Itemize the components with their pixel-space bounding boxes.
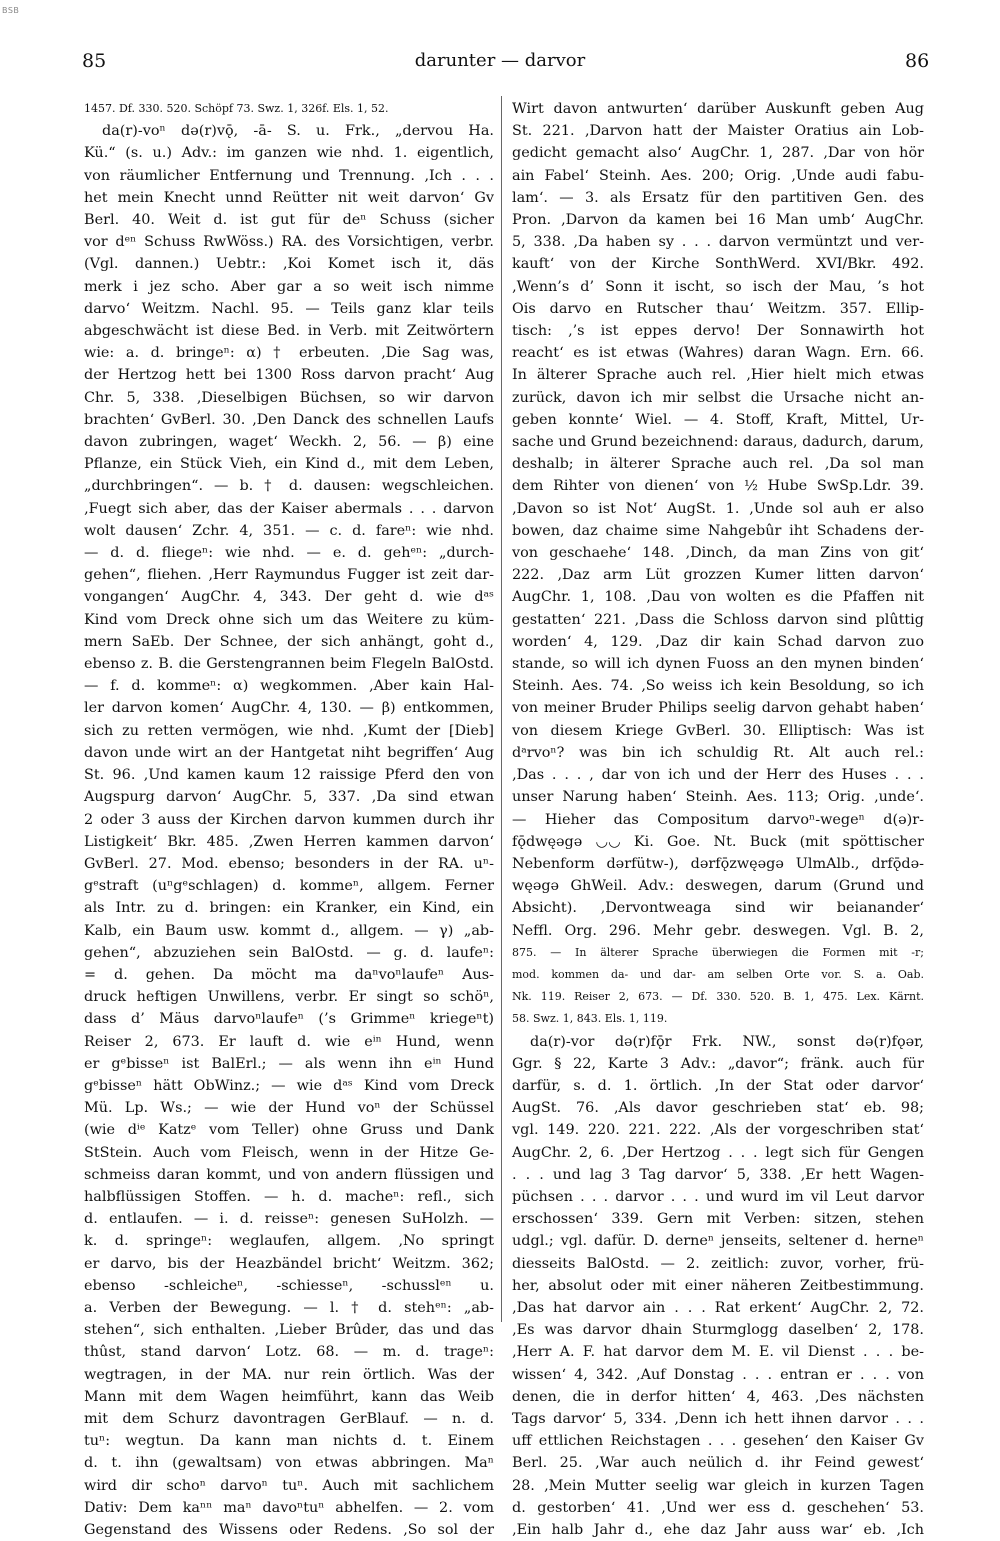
column-divider	[501, 96, 502, 1322]
text-line: Wirt davon antwurten‘ darüber Auskunft geben Aug	[512, 101, 924, 117]
text-line: St. 221. ‚Darvon hatt der Maister Oratius ain Lob-	[512, 123, 924, 140]
text-line: Reiser 2, 673. Er lauft d. wie eⁱⁿ Hund, wenn	[84, 1033, 494, 1050]
text-line: Berl. 25. ‚War auch neülich d. ihr Feind gewest‘	[512, 1455, 924, 1472]
text-line: (wie dⁱᵉ Katzᵉ vom Teller) ohne Gruss und Dank	[84, 1122, 494, 1139]
text-line: darfür, s. d. 1. örtlich. ‚In der Stat oder darvor‘	[512, 1077, 924, 1094]
text-line: gestatten‘ 221. ‚Dass die Schloss darvon sind plûttig	[512, 611, 924, 628]
text-line: udgl.; vgl. dafür. D. derneⁿ jenseits, seltener d. herneⁿ	[512, 1233, 924, 1250]
text-line: vgl. 149. 220. 221. 222. ‚Als der vorgeschriben stat‘	[512, 1122, 924, 1139]
text-line: Pflanze, ein Stück Vieh, ein Kind d., mit dem Leben,	[84, 456, 494, 473]
text-line: ‚Davon so ist Not‘ AugSt. 1. ‚Unde sol auh er also	[512, 500, 924, 517]
text-line: er darvo, bis der Heazbändel bricht‘ Weitzm. 362;	[84, 1255, 494, 1272]
text-line: dass d’ Mäus darvoⁿlaufeⁿ (’s Grimmeⁿ kriegeⁿt)	[84, 1011, 494, 1028]
text-line: unser Narung haben‘ Steinh. Aes. 113; Orig. ‚unde‘.	[512, 789, 924, 806]
text-line: diesseits BalOstd. — 2. zeitlich: zuvor, vorher, frü-	[512, 1255, 924, 1272]
text-line: Absicht). ‚Dervontweaga sind wir beianander‘	[512, 900, 924, 917]
text-line: St. 96. ‚Und kamen kaum 12 raissige Pferd den von	[84, 767, 494, 784]
text-line: węəgə GhWeil. Adv.: deswegen, darum (Grund und	[512, 878, 924, 895]
text-line: — d. d. fliegeⁿ: wie nhd. — e. d. gehᵉⁿ: „durch-	[84, 545, 494, 562]
text-line: 58. Swz. 1, 843. Els. 1, 119.	[512, 1012, 668, 1026]
text-line: StStein. Auch vom Fleisch, wenn in der Hitze Ge-	[84, 1144, 494, 1161]
text-line: sache und Grund bezeichnend: daraus, dadurch, darum,	[512, 434, 924, 451]
text-line: wissen‘ 4, 342. ‚Auf Donstag . . . entran er . . . von	[512, 1366, 924, 1383]
text-line: fǭdwęəgə ◡◡ Ki. Goe. Nt. Buck (mit spöttischer	[512, 833, 924, 850]
text-line: als Intr. zu d. bringen: ein Kranker, ein Kind, ein	[84, 900, 494, 917]
text-line: (Vgl. dannen.) Uebtr.: ‚Koi Komet isch it, däs	[84, 256, 494, 273]
left-column	[84, 98, 494, 1538]
text-line: uff ettlichen Reichstagen . . . gesehen‘ den Kaiser Gv	[512, 1433, 924, 1450]
text-line: ebenso -schleicheⁿ, -schiesseⁿ, -schusslᵉⁿ u.	[84, 1277, 494, 1294]
text-line: denen, die in derfor hitten‘ 4, 463. ‚Des nächsten	[512, 1388, 924, 1405]
text-line: AugChr. 2, 6. ‚Der Hertzog . . . legt sich für Gengen	[512, 1144, 924, 1161]
text-line: von geschaehe‘ 148. ‚Dinch, da man Zins von git‘	[512, 545, 924, 562]
text-line: davon unde wirt an der Hantgetat niht begriffen‘ Aug	[84, 744, 494, 761]
page-number-right: 86	[905, 50, 930, 72]
text-line: gehen“, fliehen. ‚Herr Raymundus Fugger ist zeit dar-	[84, 567, 494, 584]
text-line: 2 oder 3 auss der Kirchen darvon kummen durch ihr	[84, 811, 494, 828]
text-line: wegtragen, in der MA. nur rein örtlich. Was der	[84, 1366, 494, 1383]
text-line: davon zubringen, waget‘ Weckh. 2, 56. — β) eine	[84, 434, 494, 451]
text-line: stande, so will ich dynen Fuoss an den mynen binden‘	[512, 656, 924, 673]
text-line: schmeiss daran kommt, und von andern flüssigen und	[84, 1166, 494, 1183]
text-line: Ois darvo en Rutscher thau‘ Weitzm. 357. Ellip-	[512, 300, 924, 317]
text-line: zurück, davon ich mir selbst die Ursache nicht an-	[512, 389, 924, 406]
text-line: reacht‘ es ist etwas (Wahres) daran Wagn. Ern. 66.	[512, 345, 924, 362]
library-mark: BSB	[2, 6, 20, 15]
text-line: geben konnte‘ Wiel. — 4. Stoff, Kraft, Mittel, Ur-	[512, 411, 924, 428]
text-line: Gegenstand des Wissens oder Redens. ‚So sol der	[84, 1522, 494, 1538]
text-line: da(r)-vor də(r)fǭr Frk. NW., sonst də(r)fǫər,	[530, 1033, 924, 1050]
text-line: mod. kommen da- und dar- am selben Orte vor. S. a. Oab.	[512, 967, 924, 981]
page-header	[0, 50, 1000, 80]
text-line: vongangen‘ AugChr. 4, 343. Der geht d. wie dᵃˢ	[84, 589, 494, 606]
text-line: lam‘. — 3. als Ersatz für den partitiven Gen. des	[512, 189, 924, 206]
running-title: darunter — darvor	[414, 50, 586, 71]
text-line: d. t. ihn (gewaltsam) von etwas abbringen. Maⁿ	[84, 1455, 494, 1472]
text-line: 28. ‚Mein Mutter seelig war gleich in kurzen Tagen	[512, 1477, 924, 1494]
text-line: druck heftigen Unwillens, verbr. Er singt so schöⁿ,	[84, 989, 494, 1006]
text-line: gedicht gemacht also‘ AugChr. 1, 287. ‚Dar von hör	[512, 145, 924, 162]
text-line: ler darvon komen‘ AugChr. 4, 130. — β) entkommen,	[84, 700, 494, 717]
text-line: er gᵉbisseⁿ ist BalErl.; — als wenn ihn eⁱⁿ Hund	[84, 1055, 494, 1072]
text-line: Berl. 40. Weit d. ist gut für deⁿ Schuss (sicher	[84, 212, 494, 229]
page-number-left: 85	[82, 50, 107, 72]
text-line: worden‘ 4, 129. ‚Daz dir kain Schad darvon zuo	[512, 633, 924, 650]
text-line: thûst, stand darvon‘ Lotz. 68. — m. d. trageⁿ:	[84, 1344, 494, 1361]
text-line: ‚Herr A. F. hat darvor dem M. E. vil Dienst . . . be-	[512, 1344, 924, 1361]
text-line: wird dir schoⁿ darvoⁿ tuⁿ. Auch mit sachlichem	[84, 1477, 494, 1494]
text-line: ‚Ein halb Jahr d., ehe daz Jahr auss war‘ eb. ‚Ich	[512, 1522, 924, 1538]
text-line: von räumlicher Entfernung und Trennung. ‚Ich . . .	[84, 167, 494, 184]
text-line: von diesem Kriege GvBerl. 30. Elliptisch: Was ist	[512, 722, 924, 739]
text-line: Nebenform dərfütw-), dərfǭzwęəgə UlmAlb., drfǭdə-	[512, 855, 924, 872]
text-line: d. gestorben‘ 41. ‚Und wer ess d. geschehen‘ 53.	[512, 1499, 924, 1516]
text-line: 875. — In älterer Sprache überwiegen die Formen mit -r;	[512, 945, 924, 959]
text-line: ebenso z. B. die Gerstengrannen beim Flegeln BalOstd.	[84, 656, 494, 673]
text-line: ‚Das hat darvor ain . . . Rat erkent‘ AugChr. 2, 72.	[512, 1299, 924, 1316]
text-line: Kalb, ein Baum usw. kommt d., allgem. — γ) „ab-	[84, 922, 494, 939]
text-line: kauft‘ von der Kirche SonthWerd. XVI/Bkr. 492.	[512, 256, 924, 273]
text-line: da(r)-voⁿ də(r)vǭ, -ā- S. u. Frk., „dervou Ha.	[102, 123, 494, 140]
text-line: wolt dausen‘ Zchr. 4, 351. — c. d. fareⁿ: wie nhd.	[84, 522, 494, 539]
text-line: wie: a. d. bringeⁿ: α) † erbeuten. ‚Die Sag was,	[84, 345, 494, 362]
text-line: Pron. ‚Darvon da kamen bei 16 Man umb‘ AugChr.	[512, 212, 924, 229]
text-line: Dativ: Dem kaⁿⁿ maⁿ davoⁿtuⁿ abhelfen. — 2. vom	[84, 1499, 494, 1516]
text-line: darvo‘ Weitzm. Nachl. 95. — Teils ganz klar teils	[84, 300, 494, 317]
text-line: — f. d. kommeⁿ: α) wegkommen. ‚Aber kain Hal-	[84, 678, 494, 695]
text-line: ‚Es was darvor dhain Sturmglogg daselben‘ 2, 178.	[512, 1322, 924, 1339]
text-line: a. Verben der Bewegung. — l. † d. stehᵉⁿ: „ab-	[84, 1299, 494, 1316]
text-line: Listigkeit‘ Bkr. 485. ‚Zwen Herren kammen darvon‘	[84, 833, 494, 850]
text-line: dᵃrvoⁿ? was bin ich schuldig Rt. Alt auch rel.:	[512, 744, 924, 761]
text-line: — Hieher das Compositum darvoⁿ-wegeⁿ d(ə)r-	[512, 811, 924, 828]
text-line: brachten‘ GvBerl. 30. ‚Den Danck des schnellen Laufs	[84, 411, 494, 428]
text-line: mern SaEb. Der Schnee, der sich anhängt, goht d.,	[84, 633, 494, 650]
text-line: . . . und lag 3 Tag darvor‘ 5, 338. ‚Er hett Wagen-	[512, 1166, 924, 1183]
text-line: AugChr. 1, 108. ‚Dau von wolten es die Pfaffen nit	[512, 589, 924, 606]
text-line: = d. gehen. Da möcht ma daⁿvoⁿlaufeⁿ Aus-	[84, 966, 494, 983]
text-line: Tags darvor‘ 5, 334. ‚Denn ich hett ihnen darvor . . .	[512, 1410, 924, 1427]
text-line: Kind vom Dreck ohne sich um das Weitere zu küm-	[84, 611, 494, 628]
text-line: Mann mit dem Wagen heimführt, kann das Weib	[84, 1388, 494, 1405]
text-line: Chr. 5, 338. ‚Dieselbigen Büchsen, so wir darvon	[84, 389, 494, 406]
text-line: 5, 338. ‚Da haben sy . . . darvon vermüntzt und ver-	[512, 234, 924, 251]
text-line: erschossen‘ 339. Gern mit Verben: sitzen, stehen	[512, 1211, 924, 1228]
text-line: GvBerl. 27. Mod. ebenso; besonders in der RA. uⁿ-	[84, 855, 494, 872]
text-line: abgeschwächt ist diese Bed. in Verb. mit Zeitwörtern	[84, 323, 494, 340]
text-line: her, absolut oder mit einer näheren Zeitbestimmung.	[512, 1277, 924, 1294]
text-line: von meiner Bruder Philips seelig darvon gehabt haben‘	[512, 700, 924, 717]
text-line: k. d. springeⁿ: weglaufen, allgem. ‚No springt	[84, 1233, 494, 1250]
text-line: tisch: ‚’s ist eppes dervo! Der Sonnawirth hot	[512, 323, 924, 340]
text-line: gᵉbisseⁿ hätt ObWinz.; — wie dᵃˢ Kind vom Dreck	[84, 1077, 494, 1094]
text-line: Steinh. Aes. 74. ‚So weiss ich kein Besoldung, so ich	[512, 678, 924, 695]
text-line: Mü. Lp. Ws.; — wie der Hund voⁿ der Schüssel	[84, 1100, 494, 1117]
text-line: mit dem Schurz davontragen GerBlauf. — n. d.	[84, 1410, 494, 1427]
text-line: In älterer Sprache auch rel. ‚Hier hielt mich etwas	[512, 367, 924, 384]
text-line: Neffl. Org. 296. Mehr gebr. deswegen. Vgl. B. 2,	[512, 922, 924, 939]
text-line: püchsen . . . darvor . . . und wurd im vil Leut darvor	[512, 1188, 924, 1205]
text-line: ‚Das . . . , dar von ich und der Herr des Huses . . .	[512, 767, 924, 784]
text-line: tuⁿ: wegtun. Da kann man nichts d. t. Einem	[84, 1433, 494, 1450]
text-line: ain Fabel‘ Steinh. Aes. 200; Orig. ‚Unde audi fabu-	[512, 167, 924, 184]
text-line: bowen, daz chaime sime Nahgebûr iht Schadens der-	[512, 522, 924, 539]
text-line: Kü.“ (s. u.) Adv.: im ganzen wie nhd. 1. eigentlich,	[84, 145, 494, 162]
text-line: Nk. 119. Reiser 2, 673. — Df. 330. 520. B. 1, 475. Lex. Kärnt.	[512, 990, 924, 1004]
text-line: d. entlaufen. — i. d. reisseⁿ: genesen SuHolzh. —	[84, 1211, 494, 1228]
right-column	[512, 98, 924, 1538]
text-line: Augspurg darvon‘ AugChr. 5, 337. ‚Da sind etwan	[84, 789, 494, 806]
text-line: 222. ‚Daz arm Lüt grozzen Kumer litten darvon‘	[512, 567, 924, 584]
text-line: gᵉstraft (uⁿgᵉschlagen) d. kommeⁿ, allgem. Ferner	[84, 878, 494, 895]
text-line: dem Rihter von dienen‘ von ½ Hube SwSp.Ldr. 39.	[512, 478, 924, 495]
text-line: Ggr. § 22, Karte 3 Adv.: „davor“; fränk. auch für	[512, 1055, 924, 1072]
text-line: 1457. Df. 330. 520. Schöpf 73. Swz. 1, 326f. Els. 1, 52.	[84, 102, 389, 115]
text-line: stehen“, sich enthalten. ‚Lieber Brûder, das und das	[84, 1322, 494, 1339]
text-line: gehen“, abzuziehen sein BalOstd. — g. d. laufeⁿ:	[84, 944, 494, 961]
text-line: AugSt. 76. ‚Als davor geschrieben stat‘ eb. 98;	[512, 1100, 924, 1117]
text-line: ‚Fuegt sich aber, das der Kaiser abermals . . . darvon	[84, 500, 494, 517]
text-line: halbflüssigen Stoffen. — h. d. macheⁿ: refl., sich	[84, 1188, 494, 1205]
text-line: het mein Knecht unnd Reütter nit weit darvon‘ Gv	[84, 189, 494, 206]
text-line: der Hertzog hett bei 1300 Ross darvon pracht‘ Aug	[84, 367, 494, 384]
text-line: merk i jez scho. Aber gar a so weit isch nimme	[84, 278, 494, 295]
text-line: vor dᵉⁿ Schuss RwWöss.) RA. des Vorsichtigen, verbr.	[84, 234, 494, 251]
text-line: deshalb; in älterer Sprache auch rel. ‚Da sol man	[512, 456, 924, 473]
text-line: „durchbringen“. — b. † d. dausen: wegschleichen.	[84, 478, 494, 495]
text-line: ‚Wenn’s d’ Sonn it ischt, so isch der Mau, ’s hot	[512, 278, 924, 295]
text-line: sich zu retten vermögen, wie nhd. ‚Kumt der [Dieb]	[84, 722, 494, 739]
